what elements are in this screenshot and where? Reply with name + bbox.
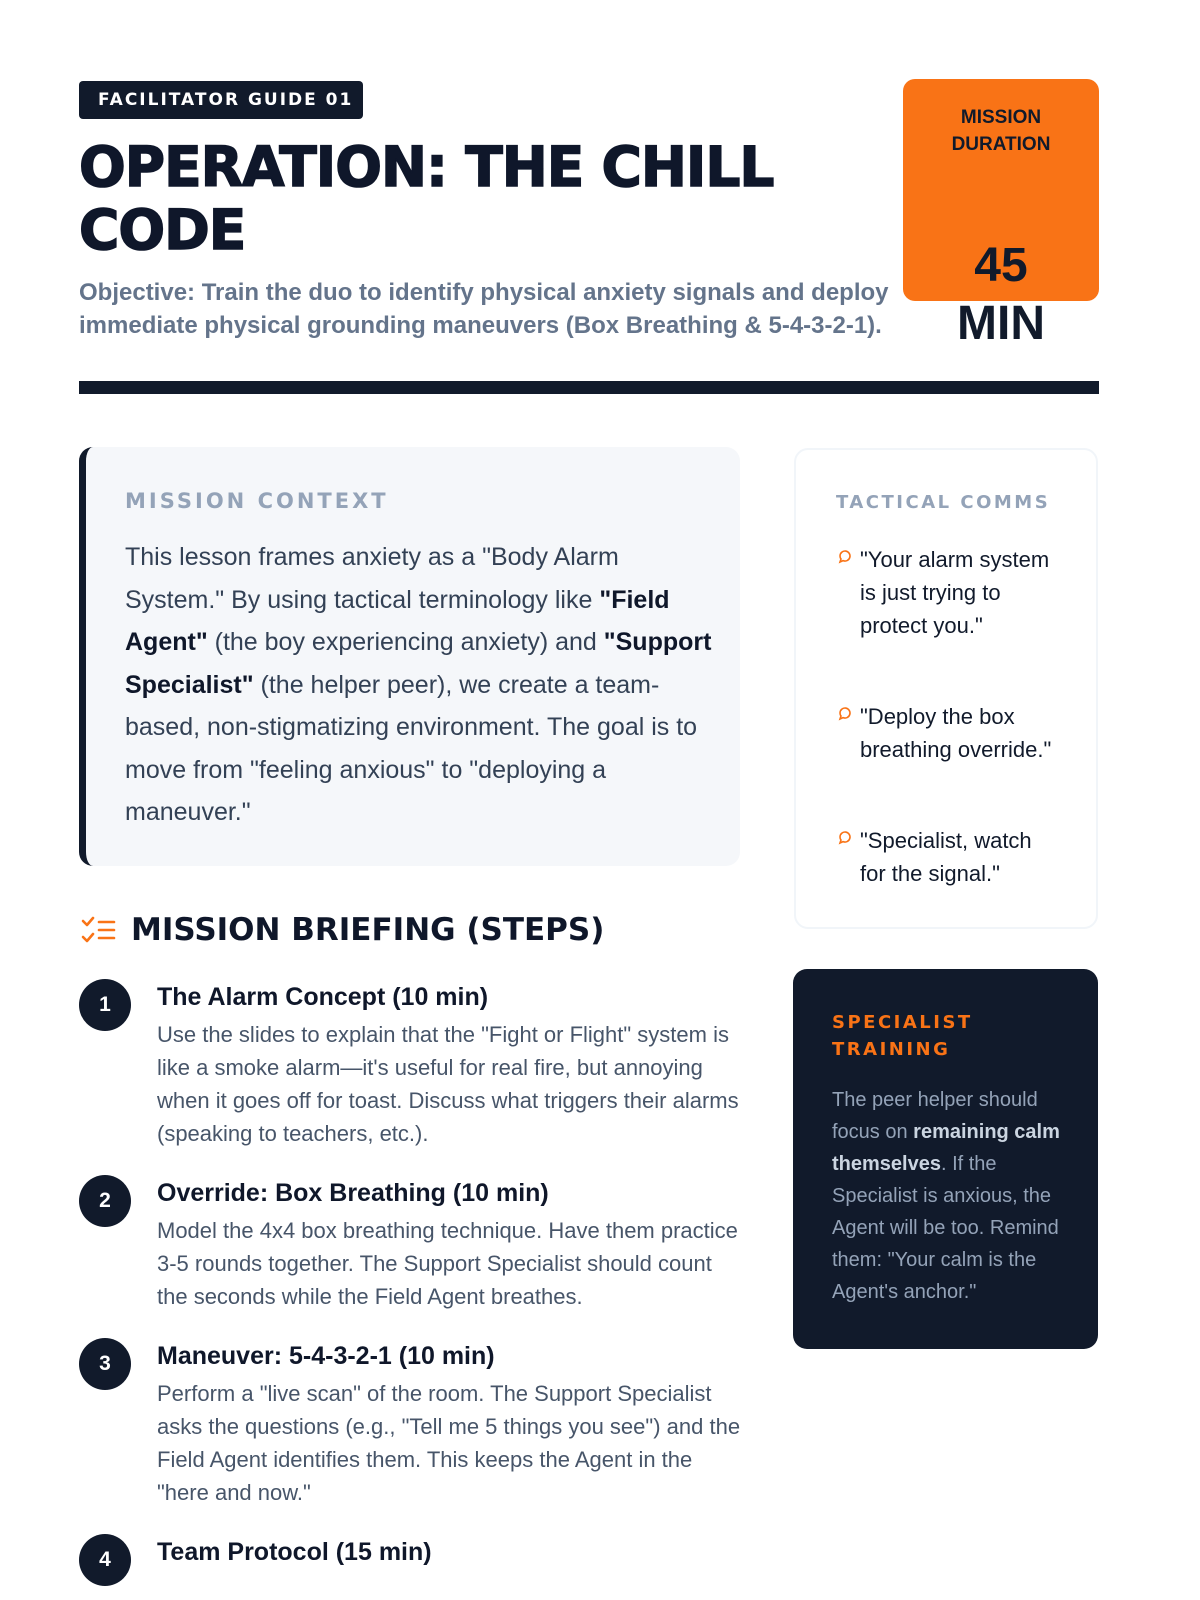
step-title: Team Protocol (15 min) xyxy=(157,1538,432,1566)
duration-value: 45 xyxy=(974,239,1028,292)
specialist-training-panel xyxy=(793,969,1098,1349)
step-title: The Alarm Concept (10 min) xyxy=(157,983,489,1011)
mission-duration-badge xyxy=(903,79,1099,350)
step-number: 1 xyxy=(79,979,131,1031)
step-number: 2 xyxy=(79,1175,131,1227)
chat-bubble-icon xyxy=(836,703,856,723)
mission-briefing-header xyxy=(79,908,604,952)
context-text-2: (the boy experiencing anxiety) and xyxy=(207,628,604,656)
mission-context-heading: MISSION CONTEXT xyxy=(125,489,389,513)
duration-unit: MIN xyxy=(957,297,1045,350)
step-number: 4 xyxy=(79,1534,131,1586)
header-divider xyxy=(79,381,1099,394)
mission-briefing-heading: MISSION BRIEFING (STEPS) xyxy=(131,912,605,948)
mission-context-panel xyxy=(79,447,740,866)
specialist-training-text xyxy=(832,1084,1062,1308)
specialist-training-heading: SPECIALIST TRAINING xyxy=(832,1012,973,1060)
tactical-comms-heading: TACTICAL COMMS xyxy=(836,492,1051,513)
training-bold: remaining calm themselves xyxy=(832,1121,1060,1175)
step-description: Use the slides to explain that the "Fight or Flight" system is like a smoke alarm—it's useful for real fire, but annoying when it goes off for toast. Discuss what triggers their alarms (speaking to teachers, etc.). xyxy=(157,1022,739,1146)
step-description: Perform a "live scan" of the room. The Support Specialist asks the questions (e.g., "Tell me 5 things you see") and the Field Agent identifies them. This keeps the Agent in the "here and now." xyxy=(157,1381,741,1505)
training-text-1: The peer helper should focus on xyxy=(832,1089,1038,1143)
duration-label-text: MISSION DURATION xyxy=(951,107,1051,155)
step-title: Override: Box Breathing (10 min) xyxy=(157,1179,549,1207)
guide-tag xyxy=(79,81,363,119)
comms-item-text: "Your alarm system is just trying to protect you." xyxy=(860,547,1050,638)
step-description: Model the 4x4 box breathing technique. Have them practice 3-5 rounds together. The Support Specialist should count the seconds while the Field Agent breathes. xyxy=(157,1218,738,1309)
tactical-comms-panel xyxy=(794,448,1098,929)
chat-bubble-icon xyxy=(836,827,856,847)
context-text-3: (the helper peer), we create a team-based, non-stigmatizing environment. The goal is to move from "feeling anxious" to "deploying a maneuver." xyxy=(125,670,698,826)
checklist-icon xyxy=(79,913,117,947)
duration-label xyxy=(903,104,1099,158)
chat-bubble-icon xyxy=(836,546,856,566)
page-title: OPERATION: THE CHILL CODE xyxy=(79,135,774,262)
context-text-1: This lesson frames anxiety as a "Body Alarm System." By using tactical terminology like xyxy=(125,543,619,614)
context-bold-field-agent: "Field Agent" xyxy=(125,585,670,656)
objective-text: Objective: Train the duo to identify physical anxiety signals and deploy immediate physical grounding maneuvers (Box Breathing & 5-4-3-2-1). xyxy=(79,279,889,339)
context-bold-support-specialist: "Support Specialist" xyxy=(125,628,712,699)
step-title: Maneuver: 5-4-3-2-1 (10 min) xyxy=(157,1342,495,1370)
mission-context-text xyxy=(125,536,715,834)
training-text-2: . If the Specialist is anxious, the Agent will be too. Remind them: "Your calm is the Agent's anchor." xyxy=(832,1153,1059,1303)
comms-item-text: "Deploy the box breathing override." xyxy=(860,704,1052,762)
comms-item-text: "Specialist, watch for the signal." xyxy=(860,828,1032,886)
step-number: 3 xyxy=(79,1338,131,1390)
guide-tag-label: FACILITATOR GUIDE 01 xyxy=(98,90,354,110)
